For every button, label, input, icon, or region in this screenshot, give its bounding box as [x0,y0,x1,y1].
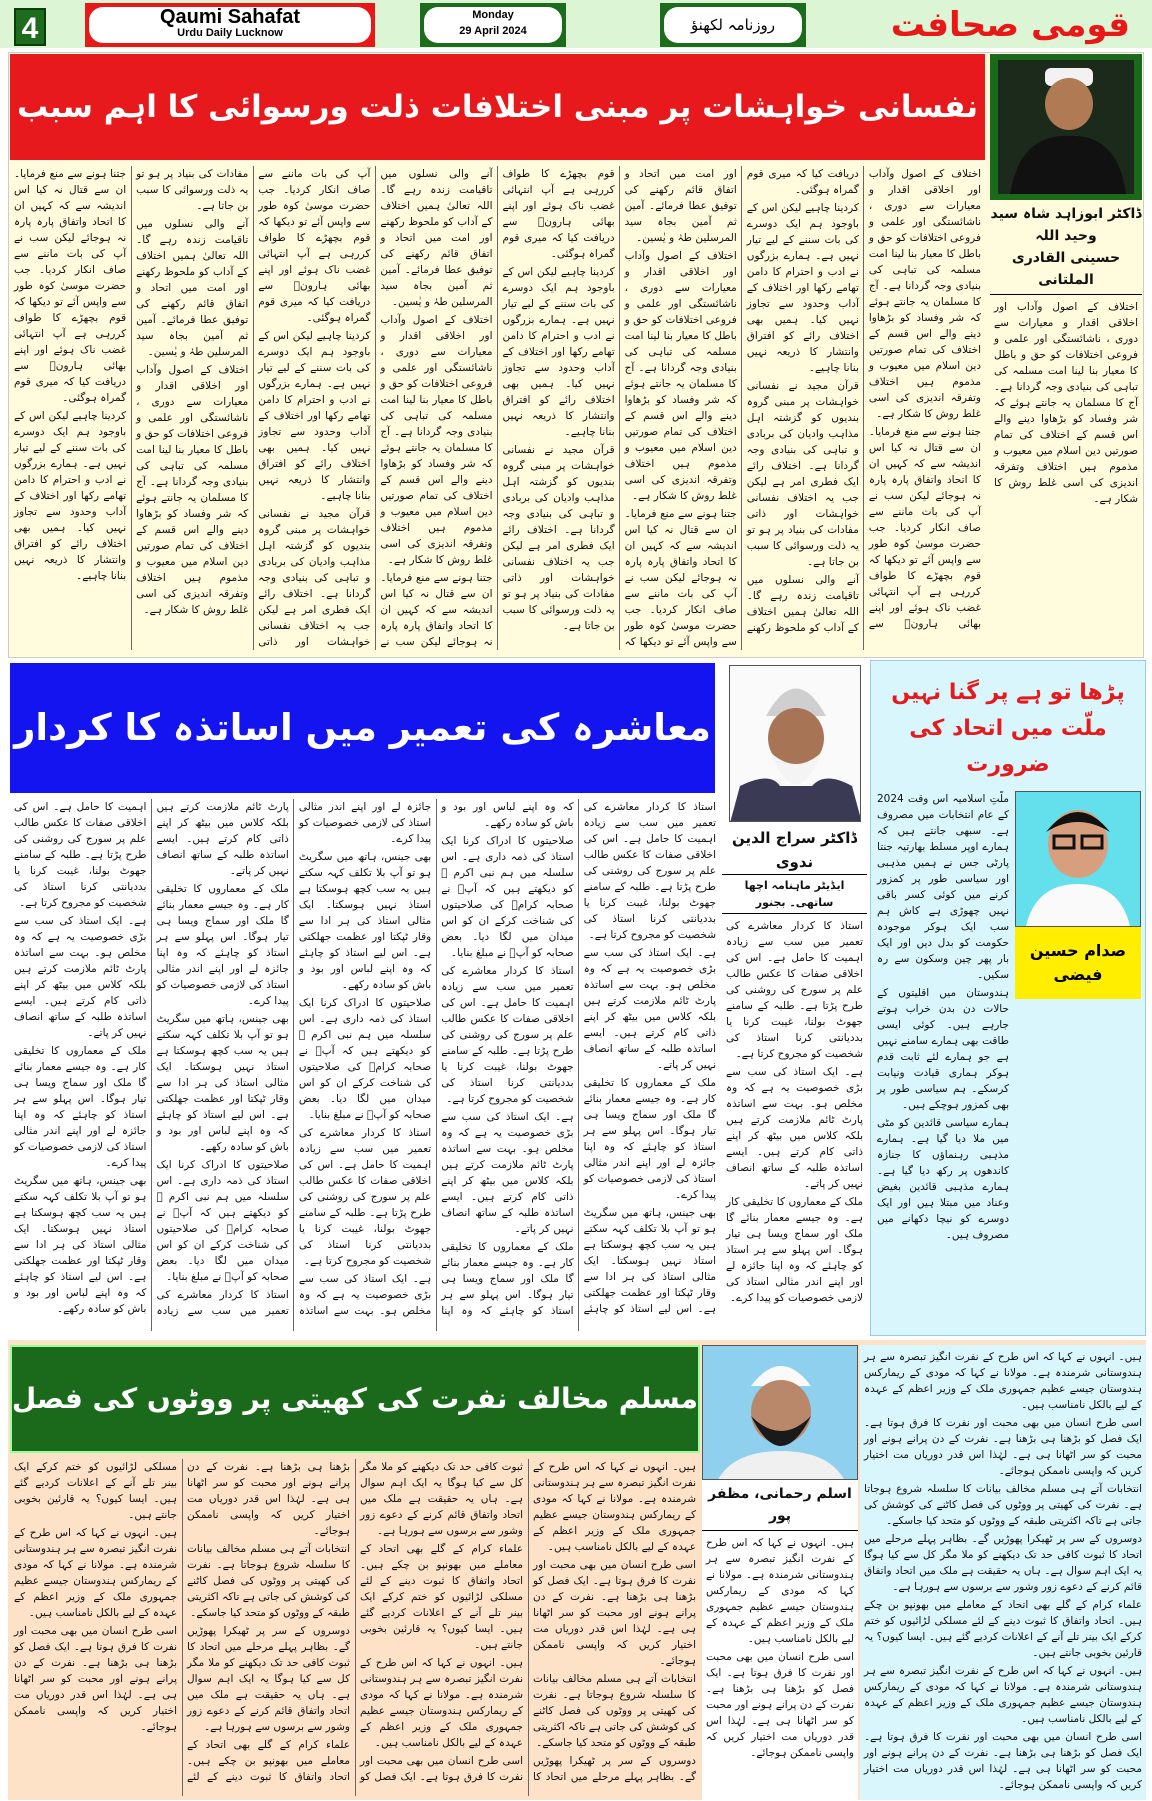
author1-photo [990,54,1142,200]
paragraph: صلاحیتوں کا ادراک کرنا ایک استاذ کی ذمہ داری ہے۔ اس سلسلہ میں ہم نبی اکرم ﷺ کو دیکھتے ہیں کہ آپؐ نے صحابہ کرامؓ کی صلاحیتوں کی شناخت کرکے ان کو اس میدان میں لگا دیا۔ بعض صحابہ کو آپؐ نے مبلغ بنایا۔ [441,835,574,959]
date-box [420,3,566,47]
paragraph: اختلاف کے اصول وآداب اور اخلاقی اقدار و معیارات سے دوری ، ناشائستگی اور علمی و فروعی اختلافات کو حق و باطل کا معیار بنا لینا امت مسلمہ کی تباہی کی بنیادی وجہ گردانا ہے۔ آج کا مسلمان یہ جانتے ہوئے کہ شر وفساد کو بڑھاوا دینے والے اس قسم کے اختلاف کی تمام صورتیں دین اسلام میں معیوب و مذموم ہیں اختلاف وتفرقہ اندیزی کی اسی غلط روش کا شکار ہے۔ [136,364,249,616]
paragraph: ملک کے معماروں کا تخلیقی کار ہے۔ وہ جیسے معمار بنائے گا ملک اور سماج ویسا ہی تیار ہوگا۔ اس پہلو سے ہر استاذ کو چاہئے کہ وہ اپنا جائزہ لے اور اپنے اندر مثالی استاذ کی لازمی خصوصیات کو پیدا کرے۔ [583,1077,716,1201]
roznama: روزنامہ لکھنؤ [664,7,802,43]
author2-byline [722,826,867,914]
paragraph: قرآن مجید نے نفسانی خواہشات پر مبنی گروہ بندیوں کو گزشتہ اہل مذاہب وادیان کی بربادی و تباہی کی بنیادی وجہ گردانا ہے۔ اختلاف رائے ایک فطری امر ہے لیکن جب یہ اختلاف نفسانی خواہشات اور ذاتی مفادات کی بنیاد پر ہو تو یہ ذلت ورسوائی کا سبب بن جاتا ہے۔ [136,168,371,648]
author1-name-line1: ڈاکٹر ابوزاہد شاہ سید وحید اللہ [990,206,1142,244]
title-en: Qaumi Sahafat [159,6,301,28]
paragraph: ہیں۔ انہوں نے کہا کہ اس طرح کے نفرت انگیز تبصرہ سے ہر ہندوستانی شرمندہ ہے۔ مولانا نے کہا کہ مودی کے ریمارکس ہندوستان جیسے عظیم جمہوری ملک کے وزیر اعظم کے عہدہ کے لیے بالکل نامناسب ہیں۔ [14,1527,177,1619]
paragraph: کردینا چاہیے لیکن اس کے باوجود ہم ایک دوسرے کی بات سننے کے لیے تیار نہیں ہے۔ ہمارے بزرگوں نے ادب و احترام کا دامن تھامے رکھا اور اختلاف کے آداب وحدود سے تجاوز نہیں کیا۔ ہمیں بھی اختلاف رائے کو افتراق وانتشار کا ذریعہ نہیں بنانا چاہیے۔ [746,202,859,374]
sidebar-content [871,791,1145,1335]
paragraph: ہمارے سیاسی قائدین کو مٹی میں ملا دیا گیا ہے۔ ہمارے مذہبی رہنماؤں کا جنازہ کاندھوں پر رکھ دیا گیا ہے۔ ہمارے مذہبی قائدین بغیض وعناد میں مبتلا ہیں اور ایک دوسرے کو نیچا دکھانے میں مصروف ہیں۔ [877,1117,1009,1241]
paragraph: استاذ کا کردار معاشرے کی تعمیر میں سب سے زیادہ اہمیت کا حامل ہے۔ اس کی اخلاقی صفات کا عکس طالب علم پر سورج کی روشنی کی طرح پڑتا ہے۔ طلبہ کے سامنے جھوٹ بولنا، غیبت کرنا یا بددیانتی کرنا استاذ کی شخصیت کو مجروح کرتا ہے۔ [726,920,863,1060]
portrait-icon [1016,792,1140,926]
article1-body-right [990,295,1142,654]
paragraph: اختلاف کے اصول وآداب اور اخلاقی اقدار و معیارات سے دوری ، ناشائستگی اور علمی و فروعی اختلافات کو حق و باطل کا معیار بنا لینا امت مسلمہ کی تباہی کی بنیادی وجہ گردانا ہے۔ آج کا مسلمان یہ جانتے ہوئے کہ شر وفساد کو بڑھاوا دینے والے اس قسم کے اختلاف کی تمام صورتیں دین اسلام میں معیوب و مذموم ہیں اختلاف وتفرقہ اندیزی کی اسی غلط روش کا شکار ہے۔ [994,301,1138,505]
paragraph: اختلاف کے اصول وآداب اور اخلاقی اقدار و معیارات سے دوری ، ناشائستگی اور علمی و فروعی اختلافات کو حق و باطل کا معیار بنا لینا امت مسلمہ کی تباہی کی بنیادی وجہ گردانا ہے۔ آج کا مسلمان یہ جانتے ہوئے کہ شر وفساد کو بڑھاوا دینے والے اس قسم کے اختلاف کی تمام صورتیں دین اسلام میں معیوب و مذموم ہیں اختلاف وتفرقہ اندیزی کی اسی غلط روش کا شکار ہے۔ [624,250,737,502]
paragraph: ملک کے معماروں کا تخلیقی کار ہے۔ وہ جیسے معمار بنائے گا ملک اور سماج ویسا ہی تیار ہوگا۔ اس پہلو سے ہر استاذ کو چاہئے کہ وہ اپنا جائزہ لے اور اپنے اندر مثالی استاذ کی لازمی خصوصیات کو پیدا کرے۔ [298,801,574,1317]
paragraph: ہے۔ ایک استاذ کی سب سے بڑی خصوصیت یہ ہے کہ وہ مخلص ہو۔ بہت سے اساتذہ پارٹ ٹائم ملازمت کرتے ہیں بلکہ کلاس میں بیٹھ کر اپنے ذاتی کام کرتے ہیں۔ ایسے اساتذہ طلبہ کے ساتھ انصاف نہیں کر پاتے۔ [726,1066,863,1190]
sidebar-headline-line1: پڑھا تو ہے پر گنا نہیں [891,680,1125,705]
paragraph: آنے والی نسلوں میں تاقیامت زندہ رہے گا۔ اللہ تعالیٰ ہمیں اختلاف کے آداب کو ملحوظ رکھنے اور امت میں اتحاد و اتفاق قائم رکھنے کی توفیق عطا فرمائے۔ آمین ثم آمین بجاہ سید المرسلین طہٰ و یٰسین۔ [624,168,859,634]
paragraph: دوسروں کے سر پر ٹھیکرا پھوڑیں گے۔ بظاہر پہلے مرحلے میں اتحاد کا ثبوت کافی حد تک دیکھنے کو ملا مگر کل سے کیا ہوگا یہ ایک اہم سوال ہے۔ ہاں یہ حقیقت ہے ملک میں اتحاد واتفاق قائم کرنے کے دعوے زور وشور سے برسوں سے ہورہا ہے۔ [360,1461,696,1783]
author2-photo [729,665,861,822]
paragraph: جتنا ہونے سے منع فرمایا۔ ان سے قتال نہ کیا اس اندیشہ سے کہ کہیں ان کا اتحاد واتفاق پارہ پارہ نہ ہوجائے لیکن سب نے آپ کی بات ماننے سے صاف انکار کردیا۔ جب حضرت موسیٰ کوہ طور سے واپس آئے تو دیکھا کہ قوم بچھڑے کا طواف کررہی ہے آپ انتہائی غضب ناک ہوئے اور اپنے بھائی ہارونؑ سے دریافت کیا کہ میری قوم گمراہ ہوگئی۔ [746,168,981,630]
paragraph: اسی طرح انسان میں بھی محبت اور نفرت کا فرق ہوتا ہے۔ ایک فصل کو بڑھنا ہی بڑھنا ہے۔ نفرت کے دن پرانے ہونے اور محبت کو سر اٹھانا ہی ہے۔ لہٰذا اس قدر دوریاں مت اختیار کریں کہ واپسی ناممکن ہوجائے۔ [706,1651,854,1759]
paragraph: ملک کے معماروں کا تخلیقی کار ہے۔ وہ جیسے معمار بنائے گا ملک اور سماج ویسا ہی تیار ہوگا۔ اس پہلو سے ہر استاذ کو چاہئے کہ وہ اپنا جائزہ لے اور اپنے اندر مثالی استاذ کی لازمی خصوصیات کو پیدا کرے۔ [14,1045,147,1169]
portrait-icon [730,666,861,822]
paragraph: اسی طرح انسان میں بھی محبت اور نفرت کا فرق ہوتا ہے۔ ایک فصل کو بڑھنا ہی بڑھنا ہے۔ نفرت کے دن پرانے ہونے اور محبت کو سر اٹھانا ہی ہے۔ لہٰذا اس قدر دوریاں مت اختیار کریں کہ واپسی ناممکن ہوجائے۔ [187,1461,523,1783]
paragraph: جتنا ہونے سے منع فرمایا۔ ان سے قتال نہ کیا اس اندیشہ سے کہ کہیں ان کا اتحاد واتفاق پارہ پارہ نہ ہوجائے لیکن سب نے آپ کی بات ماننے سے صاف انکار کردیا۔ جب حضرت موسیٰ کوہ طور سے واپس آئے تو دیکھا کہ قوم بچھڑے کا طواف کررہی ہے آپ انتہائی غضب ناک ہوئے اور اپنے بھائی ہارونؑ سے دریافت کیا کہ میری قوم گمراہ ہوگئی۔ [14,168,127,404]
paragraph: انتخابات آتے ہی مسلم مخالف بیانات کا سلسلہ شروع ہوجاتا ہے۔ نفرت کی کھیتی پر ووٹوں کی فصل کاٹنے کی کوشش کی جاتی ہے تاکہ اکثریتی طبقہ کے ووٹوں کو متحد کیا جاسکے۔ [864,1483,1142,1527]
paragraph: اختلاف کے اصول وآداب اور اخلاقی اقدار و معیارات سے دوری ، ناشائستگی اور علمی و فروعی اختلافات کو حق و باطل کا معیار بنا لینا امت مسلمہ کی تباہی کی بنیادی وجہ گردانا ہے۔ آج کا مسلمان یہ جانتے ہوئے کہ شر وفساد کو بڑھاوا دینے والے اس قسم کے اختلاف کی تمام صورتیں دین اسلام میں معیوب و مذموم ہیں اختلاف وتفرقہ اندیزی کی اسی غلط روش کا شکار ہے۔ [380,314,493,566]
day: Monday [472,9,514,21]
paragraph: ہندوستان میں اقلیتوں کے حالات دن بدن خراب ہوتے جارہے ہیں۔ کوئی ایسی طاقت بھی ہمارے سامنے نہیں ہے جو ہمارے لئے ثابت قدم ہوکر ہماری قیادت ونیابت کرسکے۔ ہم سیاسی طور پر بھی کمزور ہوچکے ہیں۔ [877,987,1009,1111]
sidebar-author-photo [1015,791,1141,927]
paragraph: آنے والی نسلوں میں تاقیامت زندہ رہے گا۔ اللہ تعالیٰ ہمیں اختلاف کے آداب کو ملحوظ رکھنے اور امت میں اتحاد و اتفاق قائم رکھنے کی توفیق عطا فرمائے۔ آمین ثم آمین بجاہ سید المرسلین طہٰ و یٰسین۔ [380,168,493,308]
sidebar-box [870,660,1146,1336]
paragraph: ہیں۔ انہوں نے کہا کہ اس طرح کے نفرت انگیز تبصرہ سے ہر ہندوستانی شرمندہ ہے۔ مولانا نے کہا کہ مودی کے ریمارکس ہندوستان جیسے عظیم جمہوری ملک کے وزیر اعظم کے عہدہ کے لیے بالکل نامناسب ہیں۔ [864,1351,1142,1411]
paragraph: آنے والی نسلوں میں تاقیامت زندہ رہے گا۔ اللہ تعالیٰ ہمیں اختلاف کے آداب کو ملحوظ رکھنے اور امت میں اتحاد و اتفاق قائم رکھنے کی توفیق عطا فرمائے۔ آمین ثم آمین بجاہ سید المرسلین طہٰ و یٰسین۔ [136,218,249,358]
paragraph: کردینا چاہیے لیکن اس کے باوجود ہم ایک دوسرے کی بات سننے کے لیے تیار نہیں ہے۔ ہمارے بزرگوں نے ادب و احترام کا دامن تھامے رکھا اور اختلاف کے آداب وحدود سے تجاوز نہیں کیا۔ ہمیں بھی اختلاف رائے کو افتراق وانتشار کا ذریعہ نہیں بنانا چاہیے۔ [502,266,615,438]
paragraph: ہے۔ ایک استاذ کی سب سے بڑی خصوصیت یہ ہے کہ وہ مخلص ہو۔ بہت سے اساتذہ پارٹ ٹائم ملازمت کرتے ہیں بلکہ کلاس میں بیٹھ کر اپنے ذاتی کام کرتے ہیں۔ ایسے اساتذہ طلبہ کے ساتھ انصاف نہیں کر پاتے۔ [14,915,147,1039]
date: 29 April 2024 [459,25,527,37]
paragraph: ملک کے معماروں کا تخلیقی کار ہے۔ وہ جیسے معمار بنائے گا ملک اور سماج ویسا ہی تیار ہوگا۔ اس پہلو سے ہر استاذ کو چاہئے کہ وہ اپنا جائزہ لے اور اپنے اندر مثالی استاذ کی لازمی خصوصیات کو پیدا کرے۔ [726,1196,863,1304]
paragraph: علماء کرام کے گلے بھی اتحاد کے معاملے میں بھونپو بن چکے ہیں۔ اتحاد واتفاق کا ثبوت دینے کے لئے مسلکی لڑائیوں کو ختم کرکے ایک بینر تلے آنے کے اعلانات کردیے گئے ہیں۔ ایسا کیوں؟ یہ قارئین بخوبی جانتے ہیں۔ [864,1599,1142,1659]
date-pill [424,7,562,43]
paragraph: استاذ کا کردار معاشرے کی تعمیر میں سب سے زیادہ اہمیت کا حامل ہے۔ اس کی اخلاقی صفات کا عکس طالب علم پر سورج کی روشنی کی طرح پڑتا ہے۔ طلبہ کے سامنے جھوٹ بولنا، غیبت کرنا یا بددیانتی کرنا استاذ کی شخصیت کو مجروح کرتا ہے۔ [298,1127,432,1267]
paragraph: کردینا چاہیے لیکن اس کے باوجود ہم ایک دوسرے کی بات سننے کے لیے تیار نہیں ہے۔ ہمارے بزرگوں نے ادب و احترام کا دامن تھامے رکھا اور اختلاف کے آداب وحدود سے تجاوز نہیں کیا۔ ہمیں بھی اختلاف رائے کو افتراق وانتشار کا ذریعہ نہیں بنانا چاہیے۔ [14,410,127,582]
paragraph: علماء کرام کے گلے بھی اتحاد کے معاملے میں بھونپو بن چکے ہیں۔ اتحاد واتفاق کا ثبوت دینے کے لئے مسلکی لڑائیوں کو ختم کرکے ایک بینر تلے آنے کے اعلانات کردیے گئے ہیں۔ ایسا کیوں؟ یہ قارئین بخوبی جانتے ہیں۔ [14,1461,350,1783]
author4-photo [702,1345,858,1480]
paragraph: علماء کرام کے گلے بھی اتحاد کے معاملے میں بھونپو بن چکے ہیں۔ اتحاد واتفاق کا ثبوت دینے کے لئے مسلکی لڑائیوں کو ختم کرکے ایک بینر تلے آنے کے اعلانات کردیے گئے ہیں۔ ایسا کیوں؟ یہ قارئین بخوبی جانتے ہیں۔ [360,1543,523,1651]
page-number: 4 [14,8,46,46]
paragraph: استاذ کا کردار معاشرے کی تعمیر میں سب سے زیادہ اہمیت کا حامل ہے۔ اس کی اخلاقی صفات کا عکس طالب علم پر سورج کی روشنی کی طرح پڑتا ہے۔ طلبہ کے سامنے جھوٹ بولنا، غیبت کرنا یا بددیانتی کرنا استاذ کی شخصیت کو مجروح کرتا ہے۔ [583,801,716,941]
article1-right-column [990,54,1142,654]
article3-headline: مسلم مخالف نفرت کی کھیتی پر ووٹوں کی فصل [10,1345,700,1453]
paragraph: صلاحیتوں کا ادراک کرنا ایک استاذ کی ذمہ داری ہے۔ اس سلسلہ میں ہم نبی اکرم ﷺ کو دیکھتے ہیں کہ آپؐ نے صحابہ کرامؓ کی صلاحیتوں کی شناخت کرکے ان کو اس میدان میں لگا دیا۔ بعض صحابہ کو آپؐ نے مبلغ بنایا۔ [156,1159,289,1283]
portrait-icon [990,54,1142,200]
paragraph: جتنا ہونے سے منع فرمایا۔ ان سے قتال نہ کیا اس اندیشہ سے کہ کہیں ان کا اتحاد واتفاق پارہ پارہ نہ ہوجائے لیکن سب نے آپ کی بات ماننے سے صاف انکار کردیا۔ جب حضرت موسیٰ کوہ طور سے واپس آئے تو دیکھا کہ قوم بچھڑے کا طواف کررہی ہے آپ انتہائی غضب ناک ہوئے اور اپنے بھائی ہارونؑ سے دریافت کیا کہ میری قوم گمراہ ہوگئی۔ [258,168,493,648]
paragraph: اسی طرح انسان میں بھی محبت اور نفرت کا فرق ہوتا ہے۔ ایک فصل کو بڑھنا ہی بڑھنا ہے۔ نفرت کے دن پرانے ہونے اور محبت کو سر اٹھانا ہی ہے۔ لہٰذا اس قدر دوریاں مت اختیار کریں کہ واپسی ناممکن ہوجائے۔ [14,1625,177,1733]
paragraph: استاذ کا کردار معاشرے کی تعمیر میں سب سے زیادہ اہمیت کا حامل ہے۔ اس کی اخلاقی صفات کا عکس طالب علم پر سورج کی روشنی کی طرح پڑتا ہے۔ طلبہ کے سامنے جھوٹ بولنا، غیبت کرنا یا بددیانتی کرنا استاذ کی شخصیت کو مجروح کرتا ہے۔ [14,801,289,1317]
paragraph: بھی جینس، ہاتھ میں سگریٹ ہو تو آپ بلا تکلف کہہ سکتے ہیں یہ سب کچھ ہوسکتا ہے استاذ نہیں ہوسکتا۔ ایک مثالی استاذ کی ہر ادا سے وقار ٹپکتا اور عظمت جھلکتی ہے۔ اس لیے استاذ کو چاہئے کہ وہ اپنے لباس اور بود و باش کو سادہ رکھے۔ [441,801,716,1315]
paragraph: ہیں۔ انہوں نے کہا کہ اس طرح کے نفرت انگیز تبصرہ سے ہر ہندوستانی شرمندہ ہے۔ مولانا نے کہا کہ مودی کے ریمارکس ہندوستان جیسے عظیم جمہوری ملک کے وزیر اعظم کے عہدہ کے لیے بالکل نامناسب ہیں۔ [706,1537,854,1645]
paragraph: ہیں۔ انہوں نے کہا کہ اس طرح کے نفرت انگیز تبصرہ سے ہر ہندوستانی شرمندہ ہے۔ مولانا نے کہا کہ مودی کے ریمارکس ہندوستان جیسے عظیم جمہوری ملک کے وزیر اعظم کے عہدہ کے لیے بالکل نامناسب ہیں۔ [360,1657,523,1749]
author3-photo-box [1015,791,1141,1331]
article2-body [10,795,720,1335]
paragraph: انتخابات آتے ہی مسلم مخالف بیانات کا سلسلہ شروع ہوجاتا ہے۔ نفرت کی کھیتی پر ووٹوں کی فصل کاٹنے کی کوشش کی جاتی ہے تاکہ اکثریتی طبقہ کے ووٹوں کو متحد کیا جاسکے۔ [533,1673,696,1749]
paragraph: اسی طرح انسان میں بھی محبت اور نفرت کا فرق ہوتا ہے۔ ایک فصل کو بڑھنا ہی بڑھنا ہے۔ نفرت کے دن پرانے ہونے اور محبت کو سر اٹھانا ہی ہے۔ لہٰذا اس قدر دوریاں مت اختیار کریں کہ واپسی ناممکن ہوجائے۔ [864,1417,1142,1477]
paragraph: جتنا ہونے سے منع فرمایا۔ ان سے قتال نہ کیا اس اندیشہ سے کہ کہیں ان کا اتحاد واتفاق پارہ پارہ نہ ہوجائے لیکن سب نے آپ کی بات ماننے سے صاف انکار کردیا۔ جب حضرت موسیٰ کوہ طور سے واپس آئے تو دیکھا کہ قوم بچھڑے کا طواف کررہی ہے آپ انتہائی غضب ناک ہوئے اور اپنے بھائی ہارونؑ سے دریافت کیا کہ میری قوم گمراہ ہوگئی۔ [502,168,737,648]
author1-byline [990,200,1142,295]
paragraph: ہے۔ ایک استاذ کی سب سے بڑی خصوصیت یہ ہے کہ وہ مخلص ہو۔ بہت سے اساتذہ پارٹ ٹائم ملازمت کرتے ہیں بلکہ کلاس میں بیٹھ کر اپنے ذاتی کام کرتے ہیں۔ ایسے اساتذہ طلبہ کے ساتھ انصاف نہیں کر پاتے۔ [583,947,716,1071]
sidebar-author-name: صدام حسین فیضی [1015,927,1141,999]
paragraph: قرآن مجید نے نفسانی خواہشات پر مبنی گروہ بندیوں کو گزشتہ اہل مذاہب وادیان کی بربادی و تباہی کی بنیادی وجہ گردانا ہے۔ اختلاف رائے ایک فطری امر ہے لیکن جب یہ اختلاف نفسانی خواہشات اور ذاتی مفادات کی بنیاد پر ہو تو یہ ذلت ورسوائی کا سبب بن جاتا ہے۔ [502,444,615,632]
paragraph: ہیں۔ انہوں نے کہا کہ اس طرح کے نفرت انگیز تبصرہ سے ہر ہندوستانی شرمندہ ہے۔ مولانا نے کہا کہ مودی کے ریمارکس ہندوستان جیسے عظیم جمہوری ملک کے وزیر اعظم کے عہدہ کے لیے بالکل نامناسب ہیں۔ [864,1665,1142,1725]
article2-headline: معاشرہ کی تعمیر میں اساتذہ کا کردار [10,663,715,793]
article2-right-column [722,665,867,1335]
sidebar-body [875,791,1011,1331]
paragraph: بھی جینس، ہاتھ میں سگریٹ ہو تو آپ بلا تکلف کہہ سکتے ہیں یہ سب کچھ ہوسکتا ہے استاذ نہیں ہوسکتا۔ ایک مثالی استاذ کی ہر ادا سے وقار ٹپکتا اور عظمت جھلکتی ہے۔ اس لیے استاذ کو چاہئے کہ وہ اپنے لباس اور بود و باش کو سادہ رکھے۔ [14,1175,147,1315]
article3-body-right [860,1345,1146,1800]
portrait-icon [703,1346,858,1480]
author2-name: ڈاکٹر سراج الدین ندوی [731,829,858,871]
article3-body [10,1455,700,1800]
article3-body-middle [702,1531,858,1800]
paragraph: کردینا چاہیے لیکن اس کے باوجود ہم ایک دوسرے کی بات سننے کے لیے تیار نہیں ہے۔ ہمارے بزرگوں نے ادب و احترام کا دامن تھامے رکھا اور اختلاف کے آداب وحدود سے تجاوز نہیں کیا۔ ہمیں بھی اختلاف رائے کو افتراق وانتشار کا ذریعہ نہیں بنانا چاہیے۔ [258,330,371,502]
article3-middle-column [702,1345,858,1800]
article1-headline: نفسانی خواہشات پر مبنی اختلافات ذلت ورسوائی کا اہم سبب [10,54,985,160]
paragraph: ہے۔ ایک استاذ کی سب سے بڑی خصوصیت یہ ہے کہ وہ مخلص ہو۔ بہت سے اساتذہ پارٹ ٹائم ملازمت کرتے ہیں بلکہ کلاس میں بیٹھ کر اپنے ذاتی کام کرتے ہیں۔ ایسے اساتذہ طلبہ کے ساتھ انصاف نہیں کر پاتے۔ [156,801,432,1317]
logo-urdu: قومی صحافت [890,5,1130,45]
paragraph: اسی طرح انسان میں بھی محبت اور نفرت کا فرق ہوتا ہے۔ ایک فصل کو بڑھنا ہی بڑھنا ہے۔ نفرت کے دن پرانے ہونے اور محبت کو سر اٹھانا ہی ہے۔ لہٰذا اس قدر دوریاں مت اختیار کریں کہ واپسی ناممکن ہوجائے۔ [533,1559,696,1667]
paragraph: دوسروں کے سر پر ٹھیکرا پھوڑیں گے۔ بظاہر پہلے مرحلے میں اتحاد کا ثبوت کافی حد تک دیکھنے کو ملا مگر کل سے کیا ہوگا یہ ایک اہم سوال ہے۔ ہاں یہ حقیقت ہے ملک میں اتحاد واتفاق قائم کرنے کے دعوے زور وشور سے برسوں سے ہورہا ہے۔ [864,1533,1142,1593]
subtitle-en: Urdu Daily Lucknow [177,27,283,39]
sidebar-headline [871,661,1145,791]
author1-name-line2: حسینی القادری الملتانی [1011,250,1121,288]
paragraph: استاذ کا کردار معاشرے کی تعمیر میں سب سے زیادہ اہمیت کا حامل ہے۔ اس کی اخلاقی صفات کا عکس طالب علم پر سورج کی روشنی کی طرح پڑتا ہے۔ طلبہ کے سامنے جھوٹ بولنا، غیبت کرنا یا بددیانتی کرنا استاذ کی شخصیت کو مجروح کرتا ہے۔ [441,965,574,1105]
article1-body [10,162,985,654]
roznama-box [660,3,806,47]
paragraph: ہے۔ ایک استاذ کی سب سے بڑی خصوصیت یہ ہے کہ وہ مخلص ہو۔ بہت سے اساتذہ پارٹ ٹائم ملازمت کرتے ہیں بلکہ کلاس میں بیٹھ کر اپنے ذاتی کام کرتے ہیں۔ ایسے اساتذہ طلبہ کے ساتھ انصاف نہیں کر پاتے۔ [441,1111,574,1235]
title-pill [89,7,371,43]
sidebar-headline-line2: ملّت میں اتحاد کی ضرورت [909,716,1107,777]
paragraph: بھی جینس، ہاتھ میں سگریٹ ہو تو آپ بلا تکلف کہہ سکتے ہیں یہ سب کچھ ہوسکتا ہے استاذ نہیں ہوسکتا۔ ایک مثالی استاذ کی ہر ادا سے وقار ٹپکتا اور عظمت جھلکتی ہے۔ اس لیے استاذ کو چاہئے کہ وہ اپنے لباس اور بود و باش کو سادہ رکھے۔ [298,851,432,991]
paragraph: صلاحیتوں کا ادراک کرنا ایک استاذ کی ذمہ داری ہے۔ اس سلسلہ میں ہم نبی اکرم ﷺ کو دیکھتے ہیں کہ آپؐ نے صحابہ کرامؓ کی صلاحیتوں کی شناخت کرکے ان کو اس میدان میں لگا دیا۔ بعض صحابہ کو آپؐ نے مبلغ بنایا۔ [298,997,432,1121]
paragraph: قرآن مجید نے نفسانی خواہشات پر مبنی گروہ بندیوں کو گزشتہ اہل مذاہب وادیان کی بربادی و تباہی کی بنیادی وجہ گردانا ہے۔ اختلاف رائے ایک فطری امر ہے لیکن جب یہ اختلاف نفسانی خواہشات اور ذاتی مفادات کی بنیاد پر ہو تو یہ ذلت ورسوائی کا سبب بن جاتا ہے۔ [746,380,859,568]
paragraph: ملک کے معماروں کا تخلیقی کار ہے۔ وہ جیسے معمار بنائے گا ملک اور سماج ویسا ہی تیار ہوگا۔ اس پہلو سے ہر استاذ کو چاہئے کہ وہ اپنا جائزہ لے اور اپنے اندر مثالی استاذ کی لازمی خصوصیات کو پیدا کرے۔ [156,883,289,1007]
title-box [85,3,375,47]
paragraph: ملّتِ اسلامیہ اس وقت 2024 کے عام انتخابات میں مصروف ہے۔ سبھی جانتے ہیں کہ ہمارے اوپر مسلط بھارتیہ جنتا پارٹی جس نے ہمیں مذہبی اور سیاسی طور پر کمزور کرنے میں کوئی کسر باقی نہیں چھوڑی ہے کاش ہم سب ایک ہوکر موجودہ حکومت کو بدل دیں اور ایک بار پھر چین وسکون سے رہ سکیں۔ [877,793,1009,981]
paragraph: دوسروں کے سر پر ٹھیکرا پھوڑیں گے۔ بظاہر پہلے مرحلے میں اتحاد کا ثبوت کافی حد تک دیکھنے کو ملا مگر کل سے کیا ہوگا یہ ایک اہم سوال ہے۔ ہاں یہ حقیقت ہے ملک میں اتحاد واتفاق قائم کرنے کے دعوے زور وشور سے برسوں سے ہورہا ہے۔ [187,1625,350,1733]
author2-title: ایڈیٹر ماہنامہ اچھا ساتھی۔ بجنور [722,874,867,913]
paragraph: اختلاف کے اصول وآداب اور اخلاقی اقدار و معیارات سے دوری ، ناشائستگی اور علمی و فروعی اختلافات کو حق و باطل کا معیار بنا لینا امت مسلمہ کی تباہی کی بنیادی وجہ گردانا ہے۔ آج کا مسلمان یہ جانتے ہوئے کہ شر وفساد کو بڑھاوا دینے والے اس قسم کے اختلاف کی تمام صورتیں دین اسلام میں معیوب و مذموم ہیں اختلاف وتفرقہ اندیزی کی اسی غلط روش کا شکار ہے۔ [868,168,981,420]
paragraph: انتخابات آتے ہی مسلم مخالف بیانات کا سلسلہ شروع ہوجاتا ہے۔ نفرت کی کھیتی پر ووٹوں کی فصل کاٹنے کی کوشش کی جاتی ہے تاکہ اکثریتی طبقہ کے ووٹوں کو متحد کیا جاسکے۔ [187,1543,350,1619]
paragraph: بھی جینس، ہاتھ میں سگریٹ ہو تو آپ بلا تکلف کہہ سکتے ہیں یہ سب کچھ ہوسکتا ہے استاذ نہیں ہوسکتا۔ ایک مثالی استاذ کی ہر ادا سے وقار ٹپکتا اور عظمت جھلکتی ہے۔ اس لیے استاذ کو چاہئے کہ وہ اپنے لباس اور بود و باش کو سادہ رکھے۔ [156,1013,289,1153]
author4-byline: اسلم رحمانی، مظفر پور [702,1480,858,1531]
article2-body-right [722,914,867,1335]
paragraph: اسی طرح انسان میں بھی محبت اور نفرت کا فرق ہوتا ہے۔ ایک فصل کو بڑھنا ہی بڑھنا ہے۔ نفرت کے دن پرانے ہونے اور محبت کو سر اٹھانا ہی ہے۔ لہٰذا اس قدر دوریاں مت اختیار کریں کہ واپسی ناممکن ہوجائے۔ [864,1731,1142,1791]
paragraph: ہیں۔ انہوں نے کہا کہ اس طرح کے نفرت انگیز تبصرہ سے ہر ہندوستانی شرمندہ ہے۔ مولانا نے کہا کہ مودی کے ریمارکس ہندوستان جیسے عظیم جمہوری ملک کے وزیر اعظم کے عہدہ کے لیے بالکل نامناسب ہیں۔ [533,1461,696,1553]
